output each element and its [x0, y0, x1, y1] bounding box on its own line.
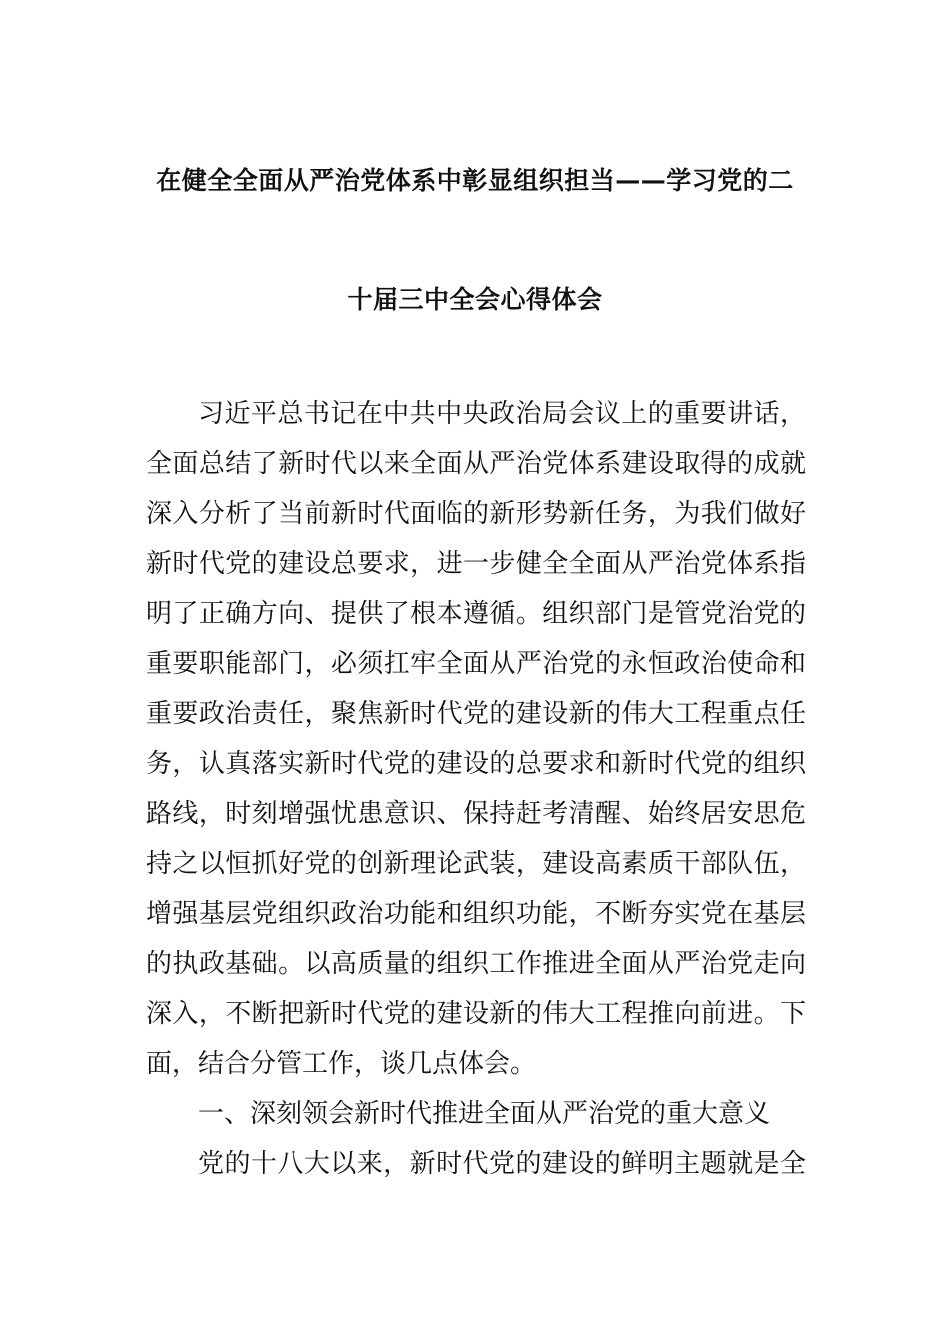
- paragraph-1-line-10: 持之以恒抓好党的创新理论武装，建设高素质干部队伍，: [146, 849, 806, 879]
- paragraph-1-line-5: 明了正确方向、提供了根本遵循。组织部门是管党治党的: [146, 599, 806, 629]
- paragraph-1-line-8: 务，认真落实新时代党的建设的总要求和新时代党的组织: [146, 749, 806, 779]
- paragraph-1-line-3: 深入分析了当前新时代面临的新形势新任务，为我们做好: [146, 499, 806, 529]
- paragraph-1-line-4: 新时代党的建设总要求，进一步健全全面从严治党体系指: [146, 549, 806, 579]
- document-title-line-2: 十届三中全会心得体会: [347, 285, 603, 314]
- paragraph-1-line-1: 习近平总书记在中共中央政治局会议上的重要讲话，: [198, 399, 806, 429]
- paragraph-1-line-13: 深入，不断把新时代党的建设新的伟大工程推向前进。下: [146, 999, 806, 1029]
- paragraph-1-line-7: 重要政治责任，聚焦新时代党的建设新的伟大工程重点任: [146, 699, 806, 729]
- paragraph-1-line-6: 重要职能部门，必须扛牢全面从严治党的永恒政治使命和: [146, 649, 806, 679]
- document-title-line-1: 在健全全面从严治党体系中彰显组织担当——学习党的二: [156, 166, 794, 195]
- paragraph-2-line-1: 党的十八大以来，新时代党的建设的鲜明主题就是全: [198, 1149, 806, 1179]
- paragraph-1-line-12: 的执政基础。以高质量的组织工作推进全面从严治党走向: [146, 949, 806, 979]
- paragraph-1-line-11: 增强基层党组织政治功能和组织功能，不断夯实党在基层: [146, 899, 806, 929]
- paragraph-1-line-14: 面，结合分管工作，谈几点体会。: [146, 1049, 537, 1079]
- paragraph-1-line-9: 路线，时刻增强忧患意识、保持赶考清醒、始终居安思危: [146, 799, 806, 829]
- paragraph-1-line-2: 全面总结了新时代以来全面从严治党体系建设取得的成就: [146, 449, 806, 479]
- section-heading-1: 一、深刻领会新时代推进全面从严治党的重大意义: [198, 1099, 771, 1129]
